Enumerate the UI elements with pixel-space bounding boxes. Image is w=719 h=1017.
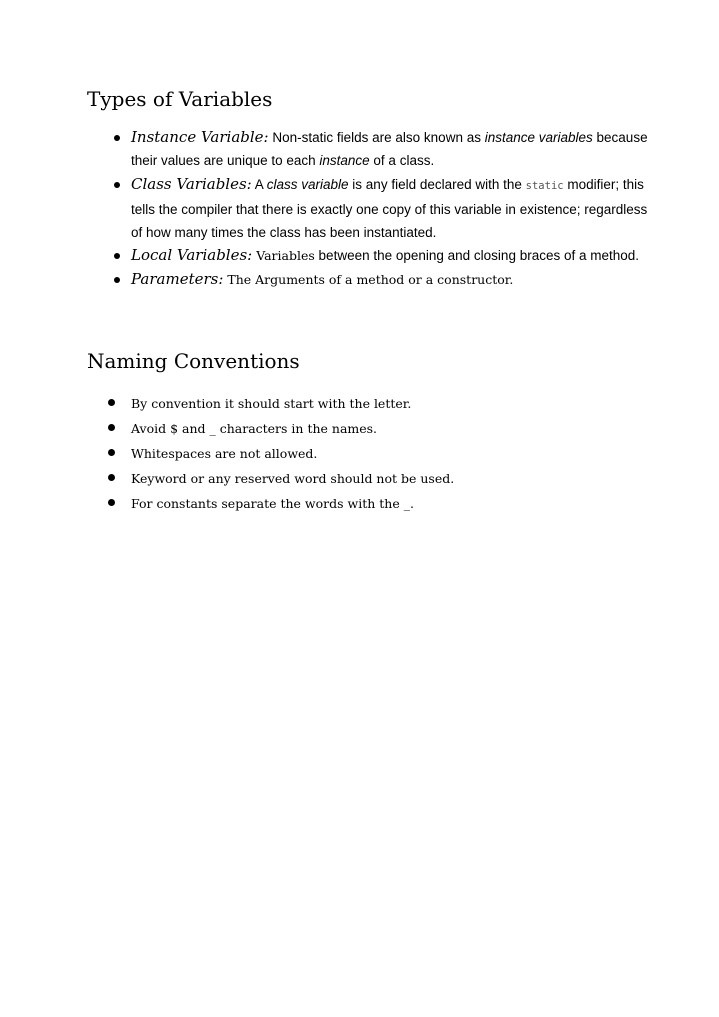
naming-conventions-list bbox=[0, 391, 719, 516]
item-text: between the opening and closing braces of a method. bbox=[314, 248, 640, 264]
bullet-icon bbox=[114, 135, 120, 141]
item-text: Whitespaces are not allowed. bbox=[131, 446, 318, 461]
section-heading-naming-conventions: Naming Conventions bbox=[87, 349, 300, 373]
item-text: Non-static fields are also known as bbox=[268, 130, 485, 145]
bullet-icon bbox=[108, 449, 115, 456]
bullet-icon bbox=[108, 499, 115, 506]
item-text: because their values are unique to each bbox=[131, 130, 648, 169]
list-item bbox=[0, 466, 651, 491]
bullet-icon bbox=[108, 424, 115, 431]
item-emphasis: instance variables bbox=[484, 130, 593, 145]
item-lead-text: Variables bbox=[252, 248, 315, 264]
list-item bbox=[0, 391, 651, 416]
bullet-icon bbox=[108, 474, 115, 481]
term-class-variables: Class Variables: bbox=[131, 174, 252, 193]
item-text: The Arguments of a method or a constructor. bbox=[223, 271, 514, 287]
term-instance-variable: Instance Variable: bbox=[131, 128, 269, 146]
list-item bbox=[0, 416, 651, 441]
item-text: Keyword or any reserved word should not be used. bbox=[131, 471, 455, 486]
item-text: is any field declared with the bbox=[348, 176, 526, 192]
item-text: By convention it should start with the letter. bbox=[131, 396, 412, 411]
item-text: Avoid $ and _ characters in the names. bbox=[131, 421, 378, 436]
item-text: For constants separate the words with the _. bbox=[131, 496, 414, 511]
term-parameters: Parameters: bbox=[131, 269, 224, 288]
bullet-icon bbox=[114, 253, 120, 259]
item-emphasis: instance bbox=[319, 153, 370, 169]
item-text: A bbox=[251, 176, 267, 192]
list-item-parameters bbox=[0, 268, 651, 291]
bullet-icon bbox=[114, 182, 120, 188]
list-item-class-variables bbox=[0, 173, 651, 245]
section-heading-types-of-variables: Types of Variables bbox=[87, 87, 273, 111]
bullet-icon bbox=[108, 399, 115, 406]
item-text: of a class. bbox=[369, 153, 435, 169]
list-item-local-variables bbox=[0, 244, 651, 267]
code-keyword: static bbox=[525, 179, 564, 192]
item-text: modifier; this tells the compiler that there is exactly one copy of this variable in existence; regardless of how many times the class has been instantiated. bbox=[131, 176, 648, 241]
item-emphasis: class variable bbox=[266, 176, 349, 192]
term-local-variables: Local Variables: bbox=[131, 246, 253, 265]
list-item-instance-variable bbox=[0, 126, 651, 173]
bullet-icon bbox=[114, 277, 120, 283]
list-item bbox=[0, 441, 651, 466]
variable-types-list bbox=[0, 126, 719, 291]
list-item bbox=[0, 491, 651, 516]
